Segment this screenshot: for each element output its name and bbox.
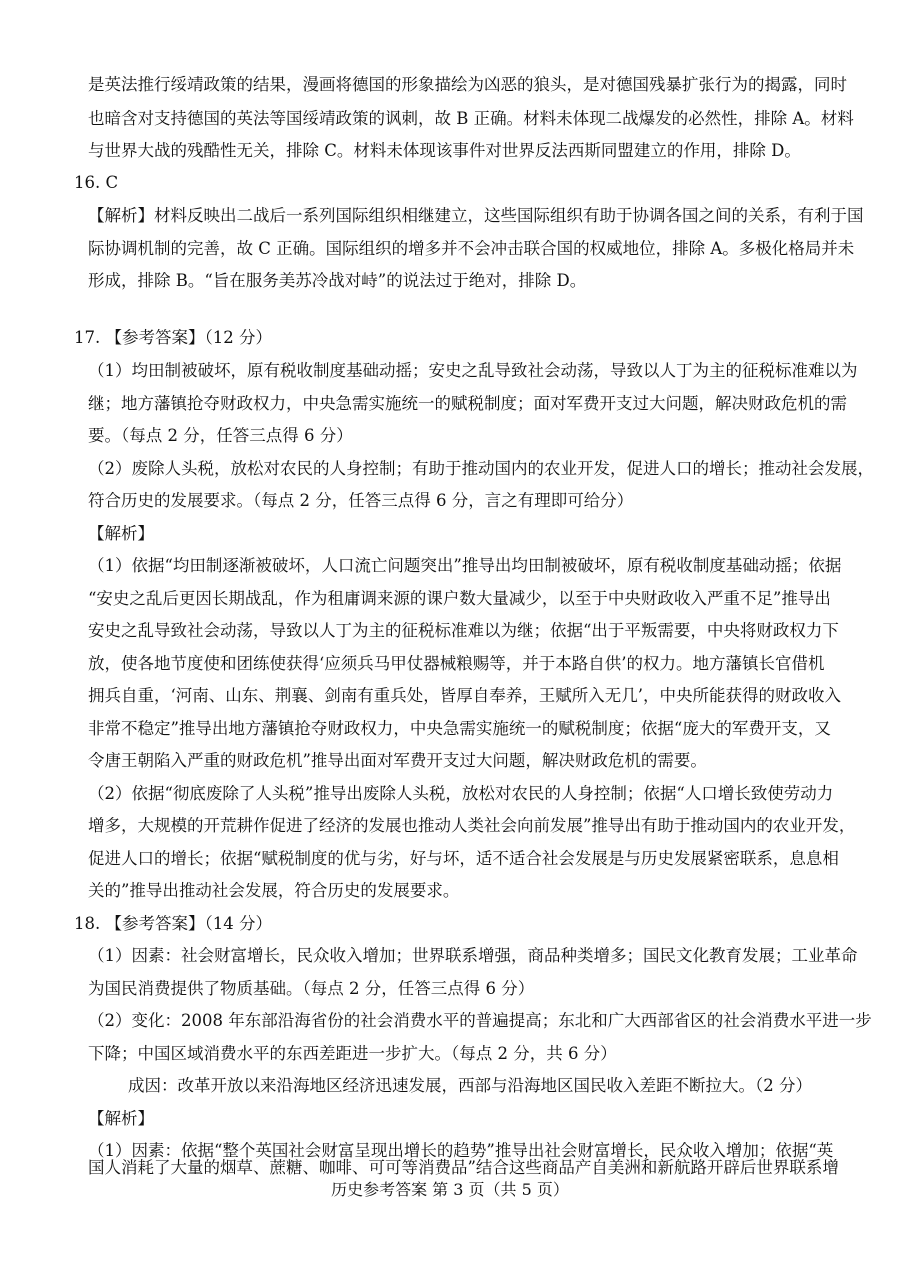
text-line: （1）因素：社会财富增长，民众收入增加；世界联系增强，商品种类增多；国民文化教育发展；工业革命: [88, 946, 858, 965]
text-line: 关的”推导出推动社会发展，符合历史的发展要求。: [88, 881, 460, 900]
text-line: 为国民消费提供了物质基础。（每点 2 分，任答三点得 6 分）: [88, 979, 535, 998]
text-line: 促进人口的增长；依据“赋税制度的优与劣，好与坏，适不适合社会发展是与历史发展紧密联系，息息相: [88, 849, 839, 868]
section-label: 【解析】: [88, 524, 154, 543]
text-line: 放，使各地节度使和团练使获得‘应须兵马甲仗器械粮赐等，并于本路自供’的权力。地方藩镇长官借机: [88, 654, 825, 673]
text-line: 非常不稳定”推导出地方藩镇抢夺财政权力，中央急需实施统一的赋税制度；依据“庞大的军费开支，又: [88, 719, 831, 738]
text-line: （2）变化：2008 年东部沿海省份的社会消费水平的普遍提高；东北和广大西部省区的社会消费水平进一步: [88, 1011, 872, 1030]
text-line: 成因：改革开放以来沿海地区经济迅速发展，西部与沿海地区国民收入差距不断拉大。（2 分）: [128, 1076, 812, 1095]
text-line: 是英法推行绥靖政策的结果，漫画将德国的形象描绘为凶恶的狼头，是对德国残暴扩张行为的揭露，同时: [88, 75, 847, 94]
question-heading: 17. 【参考答案】（12 分）: [74, 328, 272, 347]
question-heading: 18. 【参考答案】（14 分）: [74, 914, 272, 933]
text-line: 与世界大战的残酷性无关，排除 C。材料未体现该事件对世界反法西斯同盟建立的作用，排除 D。: [88, 141, 801, 160]
text-line: 下降；中国区域消费水平的东西差距进一步扩大。（每点 2 分，共 6 分）: [88, 1044, 617, 1063]
text-line: 也暗含对支持德国的英法等国绥靖政策的讽刺，故 B 正确。材料未体现二战爆发的必然性，排除 A。材料: [88, 109, 854, 128]
text-line: 形成，排除 B。“旨在服务美苏冷战对峙”的说法过于绝对，排除 D。: [88, 271, 587, 290]
page-footer: 历史参考答案 第 3 页（共 5 页）: [331, 1180, 569, 1199]
text-line: 际协调机制的完善，故 C 正确。国际组织的增多并不会冲击联合国的权威地位，排除 A。多极化格局并未: [88, 239, 855, 258]
text-line: 增多，大规模的开荒耕作促进了经济的发展也推动人类社会向前发展”推导出有助于推动国内的农业开发，: [88, 816, 856, 835]
text-line: 拥兵自重，‘河南、山东、荆襄、剑南有重兵处，皆厚自奉养，王赋所入无几’，中央所能获得的财政收入: [88, 686, 841, 705]
text-line: （2）废除人头税，放松对农民的人身控制；有助于推动国内的农业开发，促进人口的增长；推动社会发展，: [88, 459, 874, 478]
text-line: （1）均田制被破坏，原有税收制度基础动摇；安史之乱导致社会动荡，导致以人丁为主的征税标准难以为: [88, 361, 858, 380]
text-line: （1）因素：依据“整个英国社会财富呈现出增长的趋势”推导出社会财富增长，民众收入增加；依据“英: [88, 1141, 834, 1160]
text-line: （1）依据“均田制逐渐被破坏，人口流亡问题突出”推导出均田制被破坏，原有税收制度基础动摇；依据: [88, 556, 842, 575]
text-line: （2）依据“彻底废除了人头税”推导出废除人头税，放松对农民的人身控制；依据“人口增长致使劳动力: [88, 784, 834, 803]
text-line: “安史之乱后更因长期战乱，作为租庸调来源的课户数大量减少，以至于中央财政收入严重不足”推导出: [88, 589, 831, 608]
text-line: 安史之乱导致社会动荡，导致以人丁为主的征税标准难以为继；依据“出于平叛需要，中央将财政权力下: [88, 621, 839, 640]
text-line: 符合历史的发展要求。（每点 2 分，任答三点得 6 分，言之有理即可给分）: [88, 491, 634, 510]
question-number: 16. C: [74, 173, 119, 192]
text-line: 要。（每点 2 分，任答三点得 6 分）: [88, 426, 353, 445]
text-line: 国人消耗了大量的烟草、蔗糖、咖啡、可可等消费品”结合这些商品产自美洲和新航路开辟后世界联系增: [88, 1158, 839, 1177]
section-label: 【解析】: [88, 1109, 154, 1128]
text-line: 令唐王朝陷入严重的财政危机”推导出面对军费开支过大问题，解决财政危机的需要。: [88, 751, 707, 770]
text-line: 继；地方藩镇抢夺财政权力，中央急需实施统一的赋税制度；面对军费开支过大问题，解决财政危机的需: [88, 394, 847, 413]
text-line: 【解析】材料反映出二战后一系列国际组织相继建立，这些国际组织有助于协调各国之间的关系，有利于国: [88, 206, 864, 225]
